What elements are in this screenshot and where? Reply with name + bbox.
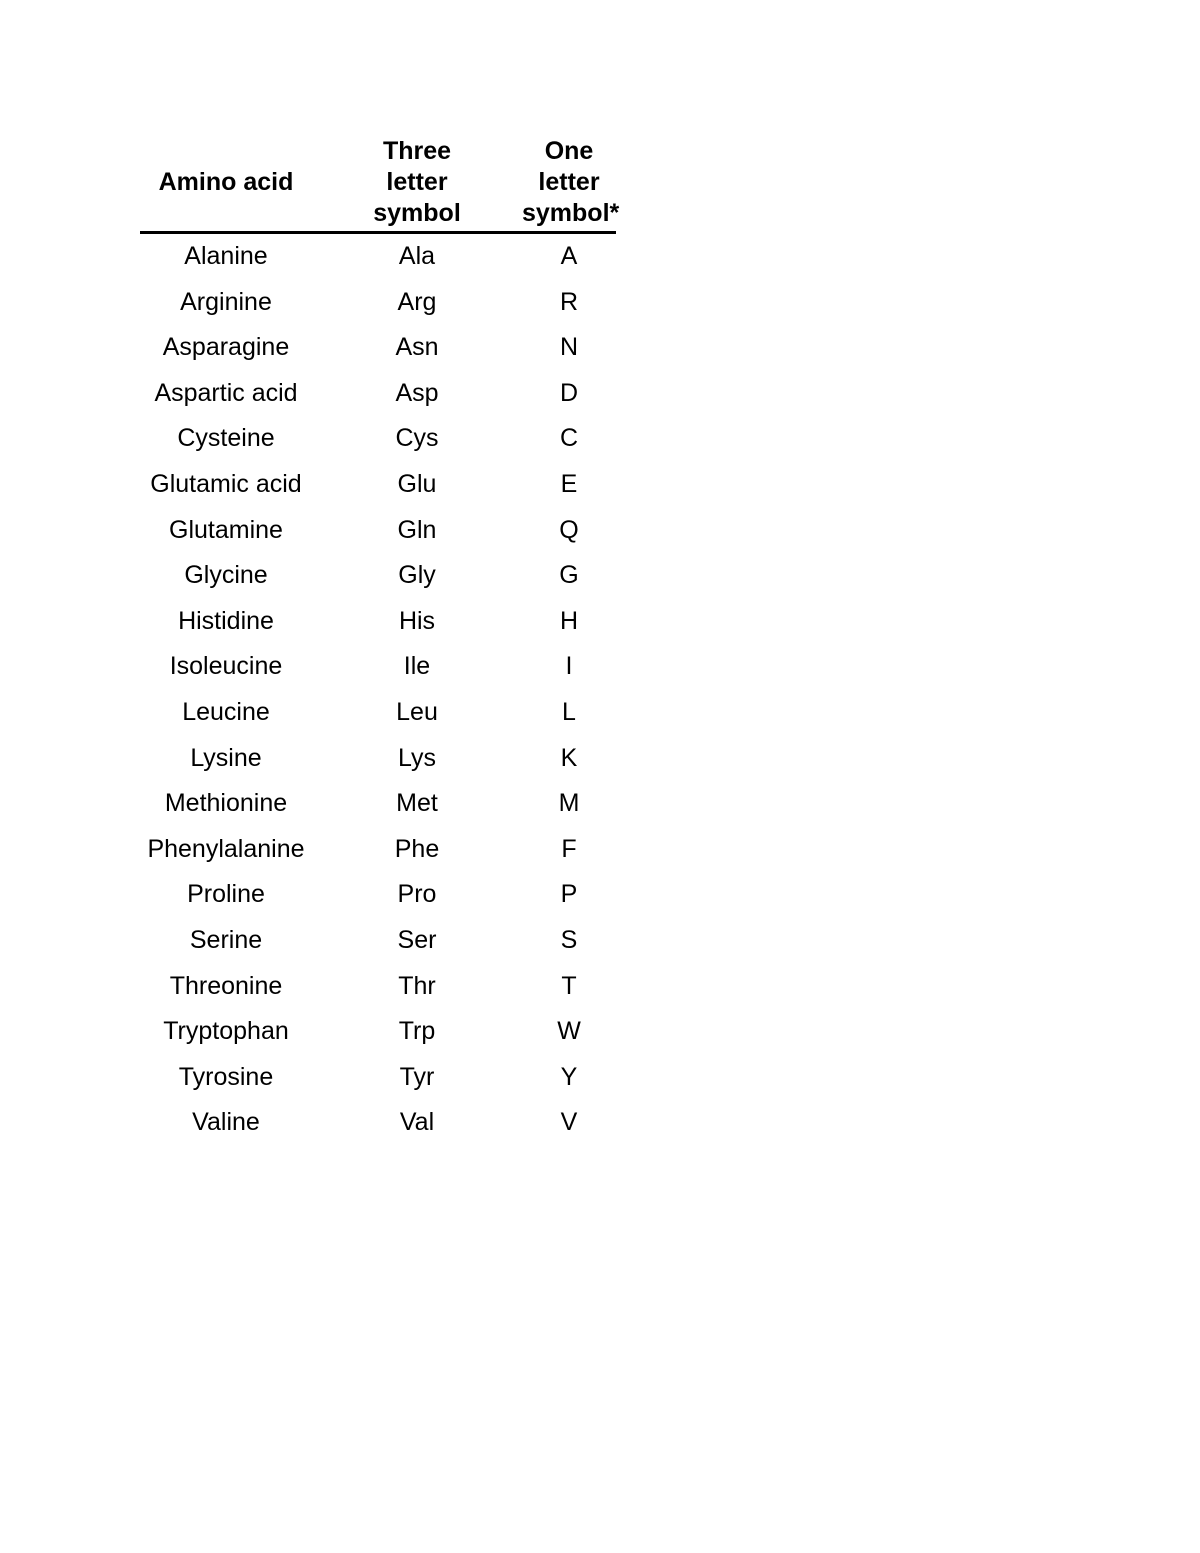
header-one-letter-line-1: One [544,137,594,165]
header-three-letter-line-1: Three [382,137,452,165]
table-row [140,508,616,554]
amino-acid-name: Arginine [180,287,272,316]
amino-acid-table [140,136,620,1146]
one-letter-symbol: W [557,1017,581,1046]
three-letter-symbol: Cys [395,424,439,453]
three-letter-symbol: Phe [394,834,440,863]
header-three-letter-line-2: letter [386,168,448,196]
one-letter-symbol: M [558,789,580,818]
three-letter-symbol: Thr [398,971,436,1000]
three-letter-symbol: Trp [398,1017,436,1046]
three-letter-symbol: Val [399,1108,435,1137]
one-letter-symbol: D [559,378,579,407]
table-row [140,462,616,508]
one-letter-symbol: V [560,1108,578,1137]
table-row [140,280,616,326]
three-letter-symbol: Lys [398,743,436,772]
amino-acid-name: Histidine [178,606,274,635]
one-letter-symbol: P [560,880,578,909]
amino-acid-name: Isoleucine [169,652,283,681]
header-one-letter-symbol [522,136,620,233]
table-row [140,781,616,827]
one-letter-symbol: I [565,652,573,681]
amino-acid-name: Aspartic acid [154,378,298,407]
table-row [140,416,616,462]
table-row [140,1009,616,1055]
table-row [140,872,616,918]
table-row [140,964,616,1010]
table-row [140,1055,616,1101]
amino-acid-name: Leucine [182,697,270,726]
amino-acid-name: Serine [189,925,263,954]
amino-acid-name: Glycine [184,561,268,590]
header-one-letter-line-3: symbol* [522,199,620,227]
table-row [140,918,616,964]
one-letter-symbol: C [559,424,579,453]
three-letter-symbol: Asp [395,378,439,407]
three-letter-symbol: Ile [403,652,431,681]
amino-acid-name: Lysine [190,743,262,772]
amino-acid-name: Threonine [169,971,283,1000]
amino-acid-name: Glutamic acid [150,469,302,498]
one-letter-symbol: L [562,697,576,726]
header-three-letter-line-3: symbol [373,199,461,227]
one-letter-symbol: T [561,971,577,1000]
three-letter-symbol: Met [396,789,438,818]
amino-acid-name: Proline [187,880,265,909]
one-letter-symbol: Q [559,515,579,544]
header-three-letter-symbol [312,136,522,233]
table-row [140,599,616,645]
table-row [140,233,616,280]
table-row [140,827,616,873]
amino-acid-name: Methionine [164,789,288,818]
three-letter-symbol: Asn [395,333,439,362]
one-letter-symbol: Y [560,1062,578,1091]
three-letter-symbol: Ser [397,925,437,954]
three-letter-symbol: Glu [397,469,437,498]
one-letter-symbol: F [561,834,577,863]
one-letter-symbol: G [559,561,579,590]
amino-acid-name: Cysteine [177,424,275,453]
amino-acid-name: Phenylalanine [147,834,305,863]
table-row [140,553,616,599]
three-letter-symbol: Ala [398,242,436,270]
one-letter-symbol: N [559,333,579,362]
header-amino-acid: Amino acid [140,136,312,233]
one-letter-symbol: K [560,743,578,772]
amino-acid-name: Glutamine [169,515,283,544]
table-row [140,736,616,782]
header-one-letter-line-2: letter [538,168,600,196]
table-row [140,325,616,371]
one-letter-symbol: E [560,469,578,498]
amino-acid-name: Tryptophan [163,1017,289,1046]
three-letter-symbol: Gly [398,561,436,590]
one-letter-symbol: A [560,242,578,270]
table-body [140,233,616,1146]
table-row [140,690,616,736]
amino-acid-name: Alanine [184,242,268,270]
three-letter-symbol: His [398,606,436,635]
one-letter-symbol: R [559,287,579,316]
amino-acid-name: Asparagine [162,333,290,362]
one-letter-symbol: S [560,925,578,954]
table-row [140,371,616,417]
three-letter-symbol: Arg [397,287,437,316]
three-letter-symbol: Tyr [399,1062,435,1091]
table-row [140,644,616,690]
three-letter-symbol: Gln [397,515,437,544]
three-letter-symbol: Pro [397,880,437,909]
table-row [140,1100,616,1146]
one-letter-symbol: H [559,606,579,635]
table-header-row [140,136,616,233]
amino-acid-name: Valine [192,1108,260,1137]
three-letter-symbol: Leu [396,697,438,726]
amino-acid-name: Tyrosine [178,1062,274,1091]
